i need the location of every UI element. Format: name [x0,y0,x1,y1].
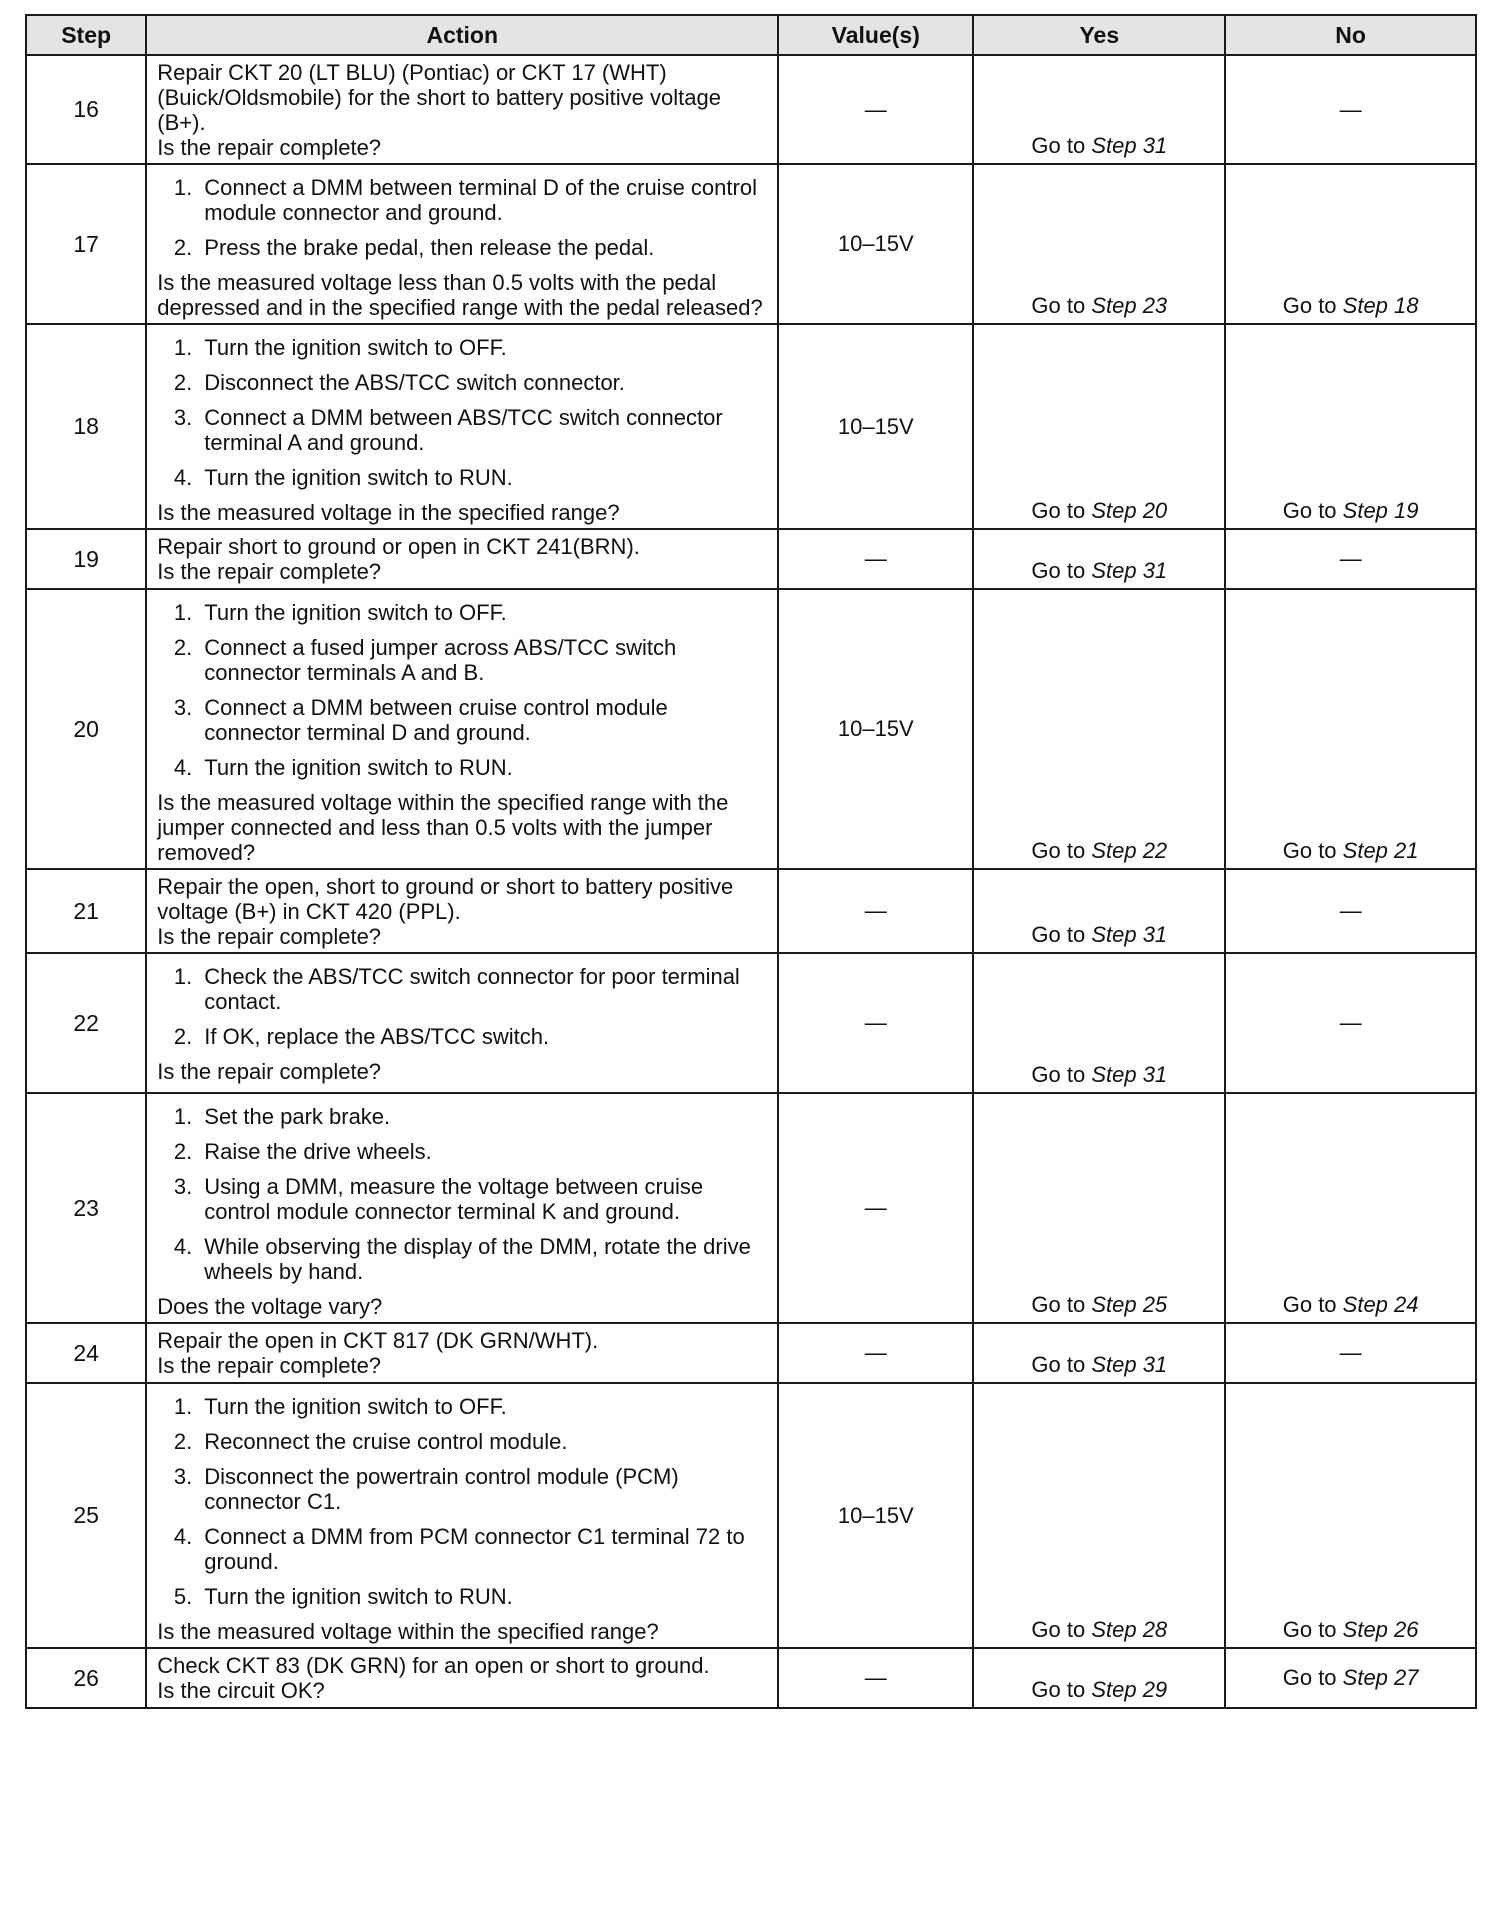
goto-text: Go to [1031,1352,1092,1377]
action-step [157,465,769,490]
action-step-text: Press the brake pedal, then release the pedal. [204,235,655,260]
value-cell: — [778,1323,973,1383]
goto-text: Go to [1282,1665,1343,1690]
no-dash: — [1339,1010,1362,1035]
action-step-number: 1. [173,175,193,200]
goto-step-link[interactable]: Step 20 [1091,498,1168,523]
header-row [26,15,1476,55]
action-question: Is the repair complete? [157,559,382,584]
action-step-number: 2. [173,370,193,395]
no-cell [1225,589,1476,869]
action-step-number: 2. [173,1024,193,1049]
action-step-number: 4. [173,1234,193,1259]
value-cell: — [778,869,973,953]
step-number: 20 [26,589,146,869]
goto-step-link[interactable]: Step 29 [1091,1677,1168,1702]
action-question: Is the repair complete? [157,924,382,949]
step-number: 24 [26,1323,146,1383]
action-intro: Check CKT 83 (DK GRN) for an open or short to ground. [157,1653,710,1678]
value-cell: 10–15V [778,164,973,324]
no-cell [1225,529,1476,589]
action-cell [146,529,778,589]
action-step [157,405,769,455]
action-step [157,600,769,625]
action-steps-list [157,1388,769,1609]
header-no: No [1225,15,1476,55]
action-intro: Repair CKT 20 (LT BLU) (Pontiac) or CKT 17 (WHT) (Buick/Oldsmobile) for the short to battery positive voltage (B+). [157,60,721,135]
goto-text: Go to [1282,498,1343,523]
action-cell [146,869,778,953]
step-number: 17 [26,164,146,324]
goto-text: Go to [1282,1292,1343,1317]
table-row [26,529,1476,589]
action-step [157,755,769,780]
goto-text: Go to [1031,1062,1092,1087]
action-step-text: If OK, replace the ABS/TCC switch. [204,1024,550,1049]
action-step-number: 4. [173,755,193,780]
table-row [26,953,1476,1093]
action-intro: Repair the open in CKT 817 (DK GRN/WHT). [157,1328,599,1353]
action-question: Is the measured voltage less than 0.5 volts with the pedal depressed and in the specified range with the pedal released? [157,270,763,320]
step-number: 18 [26,324,146,529]
action-step [157,1234,769,1284]
diagnostic-table [25,14,1477,1709]
action-step [157,235,769,260]
action-step [157,695,769,745]
action-step-text: Connect a DMM between cruise control module connector terminal D and ground. [204,695,668,745]
table-row [26,164,1476,324]
action-step-number: 4. [173,1524,193,1549]
yes-cell [973,1383,1225,1648]
action-question: Does the voltage vary? [157,1294,383,1319]
no-dash: — [1339,96,1362,122]
value-cell: — [778,55,973,164]
action-question: Is the repair complete? [157,1353,382,1378]
goto-text: Go to [1031,133,1092,158]
step-number: 16 [26,55,146,164]
goto-step-link[interactable]: Step 31 [1091,133,1168,158]
step-number: 25 [26,1383,146,1648]
value-cell: — [778,953,973,1093]
action-step-number: 3. [173,1464,193,1489]
goto-step-link[interactable]: Step 31 [1091,1352,1168,1377]
action-step-number: 3. [173,405,193,430]
action-step [157,1024,769,1049]
goto-text: Go to [1031,838,1092,863]
table-row [26,1323,1476,1383]
action-step-number: 2. [173,1429,193,1454]
action-step-number: 1. [173,1104,193,1129]
table-row [26,1383,1476,1648]
action-step [157,1524,769,1574]
action-step-text: Raise the drive wheels. [204,1139,432,1164]
action-cell [146,1093,778,1323]
action-question: Is the circuit OK? [157,1678,325,1703]
yes-cell [973,953,1225,1093]
action-step-text: Disconnect the powertrain control module (PCM) connector C1. [204,1464,679,1514]
no-cell [1225,1383,1476,1648]
action-steps-list [157,329,769,490]
header-yes: Yes [973,15,1225,55]
goto-text: Go to [1031,293,1092,318]
action-cell [146,953,778,1093]
action-question: Is the repair complete? [157,135,382,160]
goto-step-link[interactable]: Step 26 [1342,1617,1419,1642]
value-cell: — [778,1093,973,1323]
no-dash: — [1339,546,1362,571]
yes-cell [973,1648,1225,1708]
table-row [26,589,1476,869]
yes-cell [973,589,1225,869]
action-step-number: 1. [173,335,193,360]
goto-text: Go to [1031,498,1092,523]
action-question: Is the repair complete? [157,1059,382,1084]
yes-cell [973,324,1225,529]
action-step-number: 2. [173,635,193,660]
action-cell [146,164,778,324]
step-number: 22 [26,953,146,1093]
action-step-text: Turn the ignition switch to OFF. [204,335,507,360]
action-step-number: 4. [173,465,193,490]
action-step [157,1104,769,1129]
table-row [26,869,1476,953]
value-cell: 10–15V [778,324,973,529]
action-step-number: 3. [173,1174,193,1199]
yes-cell [973,164,1225,324]
goto-step-link[interactable]: Step 21 [1342,838,1419,863]
header-step: Step [26,15,146,55]
value-cell: 10–15V [778,1383,973,1648]
table-row [26,324,1476,529]
header-action: Action [146,15,778,55]
yes-cell [973,529,1225,589]
action-step-text: Turn the ignition switch to OFF. [204,1394,507,1419]
action-question: Is the measured voltage in the specified range? [157,500,620,525]
step-number: 23 [26,1093,146,1323]
goto-step-link[interactable]: Step 25 [1091,1292,1168,1317]
goto-text: Go to [1031,558,1092,583]
action-steps-list [157,594,769,780]
action-step-text: Connect a DMM between terminal D of the cruise control module connector and ground. [204,175,757,225]
action-step-text: Turn the ignition switch to RUN. [204,755,513,780]
goto-step-link[interactable]: Step 22 [1091,838,1168,863]
no-dash: — [1339,1340,1362,1365]
table-row [26,55,1476,164]
action-steps-list [157,1098,769,1284]
goto-text: Go to [1031,1292,1092,1317]
value-cell: 10–15V [778,589,973,869]
action-step [157,1174,769,1224]
action-step-text: Set the park brake. [204,1104,391,1129]
action-question: Is the measured voltage within the specified range with the jumper connected and less than 0.5 volts with the jumper removed? [157,790,729,865]
action-step [157,964,769,1014]
action-steps-list [157,169,769,260]
action-step-number: 1. [173,964,193,989]
goto-step-link[interactable]: Step 19 [1342,498,1419,523]
action-step-text: Connect a fused jumper across ABS/TCC switch connector terminals A and B. [204,635,677,685]
yes-cell [973,1093,1225,1323]
action-step [157,1139,769,1164]
goto-step-link[interactable]: Step 31 [1091,558,1168,583]
goto-text: Go to [1282,293,1343,318]
action-step [157,175,769,225]
action-step [157,1429,769,1454]
action-step-text: Reconnect the cruise control module. [204,1429,568,1454]
value-cell: — [778,1648,973,1708]
no-cell [1225,1648,1476,1708]
goto-text: Go to [1282,1617,1343,1642]
no-cell [1225,55,1476,164]
goto-step-link[interactable]: Step 24 [1342,1292,1419,1317]
action-cell [146,1648,778,1708]
action-cell [146,1323,778,1383]
action-step-number: 5. [173,1584,193,1609]
no-cell [1225,1323,1476,1383]
action-step-number: 1. [173,1394,193,1419]
action-step-text: Connect a DMM from PCM connector C1 terminal 72 to ground. [204,1524,745,1574]
action-step-text: Check the ABS/TCC switch connector for poor terminal contact. [204,964,740,1014]
header-values: Value(s) [778,15,973,55]
no-cell [1225,164,1476,324]
action-step [157,1464,769,1514]
action-intro: Repair the open, short to ground or short to battery positive voltage (B+) in CKT 420 (PPL). [157,874,734,924]
no-dash: — [1339,898,1362,923]
action-step [157,1394,769,1419]
value-cell: — [778,529,973,589]
goto-text: Go to [1031,922,1092,947]
action-cell [146,1383,778,1648]
table-row [26,1093,1476,1323]
yes-cell [973,1323,1225,1383]
action-cell [146,324,778,529]
action-cell [146,589,778,869]
action-step-text: Using a DMM, measure the voltage between cruise control module connector terminal K and ground. [204,1174,704,1224]
step-number: 21 [26,869,146,953]
yes-cell [973,869,1225,953]
no-cell [1225,869,1476,953]
goto-text: Go to [1031,1677,1092,1702]
action-step [157,635,769,685]
goto-text: Go to [1282,838,1343,863]
action-cell [146,55,778,164]
action-steps-list [157,958,769,1049]
action-step [157,335,769,360]
no-cell [1225,1093,1476,1323]
action-question: Is the measured voltage within the specified range? [157,1619,659,1644]
action-step [157,370,769,395]
action-step-number: 2. [173,1139,193,1164]
step-number: 26 [26,1648,146,1708]
goto-step-link[interactable]: Step 31 [1091,922,1168,947]
action-step-number: 2. [173,235,193,260]
no-cell [1225,953,1476,1093]
action-step-text: Disconnect the ABS/TCC switch connector. [204,370,625,395]
goto-step-link[interactable]: Step 23 [1091,293,1168,318]
action-intro: Repair short to ground or open in CKT 241(BRN). [157,534,640,559]
action-step-text: Turn the ignition switch to RUN. [204,465,513,490]
goto-step-link[interactable]: Step 31 [1091,1062,1168,1087]
table-row [26,1648,1476,1708]
action-step [157,1584,769,1609]
goto-step-link[interactable]: Step 18 [1342,293,1419,318]
action-step-text: Turn the ignition switch to RUN. [204,1584,513,1609]
goto-text: Go to [1031,1617,1092,1642]
action-step-text: Connect a DMM between ABS/TCC switch connector terminal A and ground. [204,405,723,455]
action-step-text: While observing the display of the DMM, rotate the drive wheels by hand. [204,1234,751,1284]
no-cell [1225,324,1476,529]
yes-cell [973,55,1225,164]
step-number: 19 [26,529,146,589]
goto-step-link[interactable]: Step 28 [1091,1617,1168,1642]
action-step-number: 1. [173,600,193,625]
action-step-number: 3. [173,695,193,720]
action-step-text: Turn the ignition switch to OFF. [204,600,507,625]
goto-step-link[interactable]: Step 27 [1342,1665,1419,1690]
